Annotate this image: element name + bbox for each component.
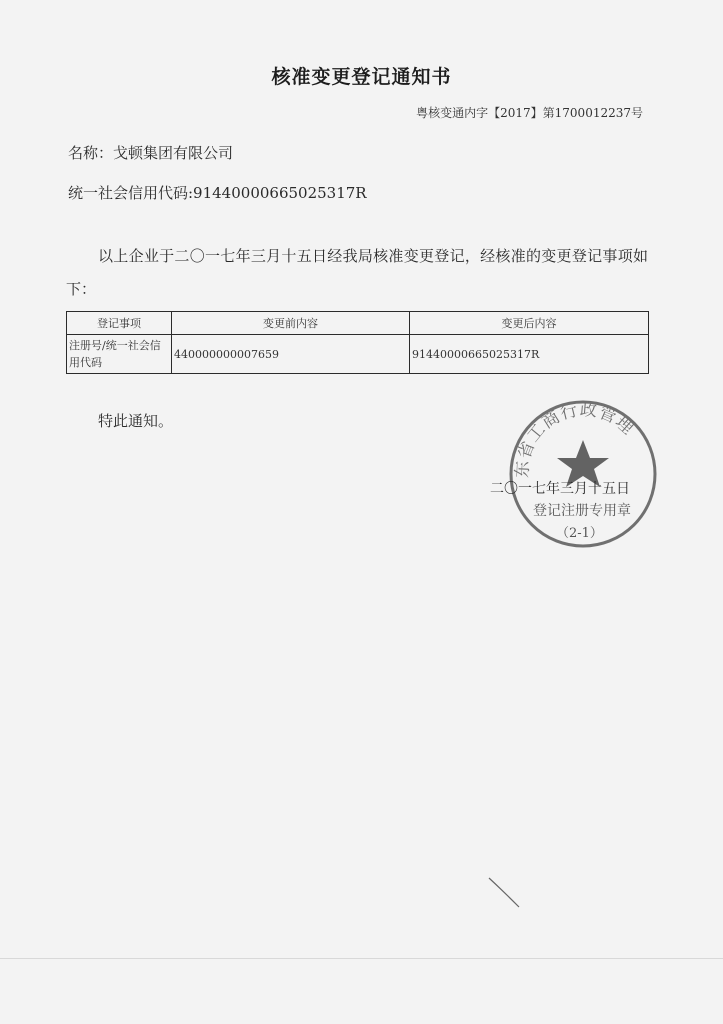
pen-stroke-mark xyxy=(486,874,522,910)
table-cell-after: 91440000665025317R xyxy=(410,335,649,374)
table-header-row xyxy=(67,312,649,335)
table-row xyxy=(67,335,649,374)
closing-text: 特此通知。 xyxy=(98,412,174,430)
body-paragraph: 以上企业于二〇一七年三月十五日经我局核准变更登记，经核准的变更登记事项如下： xyxy=(66,247,648,298)
scan-edge-line xyxy=(0,958,723,959)
seal-center-text: 登记注册专用章 xyxy=(533,503,631,519)
document-title: 核准变更登记通知书 xyxy=(271,66,452,88)
table-header-item: 登记事项 xyxy=(67,312,172,335)
table-cell-item: 注册号/统一社会信用代码 xyxy=(67,335,172,374)
table-header-after: 变更后内容 xyxy=(410,312,649,335)
credit-code-line: 统一社会信用代码:91440000665025317R xyxy=(68,184,367,202)
seal-code: （2-1） xyxy=(556,526,603,541)
table-cell-before: 440000000007659 xyxy=(172,335,410,374)
table-header-before: 变更前内容 xyxy=(172,312,410,335)
company-name-line: 名称：戈顿集团有限公司 xyxy=(68,144,234,162)
change-table xyxy=(66,311,649,374)
seal-arc-text: 东省工商行政管理 xyxy=(512,399,638,479)
document-number: 粤核变通内字【2017】第1700012237号 xyxy=(416,106,643,120)
issue-date: 二〇一七年三月十五日 xyxy=(490,481,630,497)
